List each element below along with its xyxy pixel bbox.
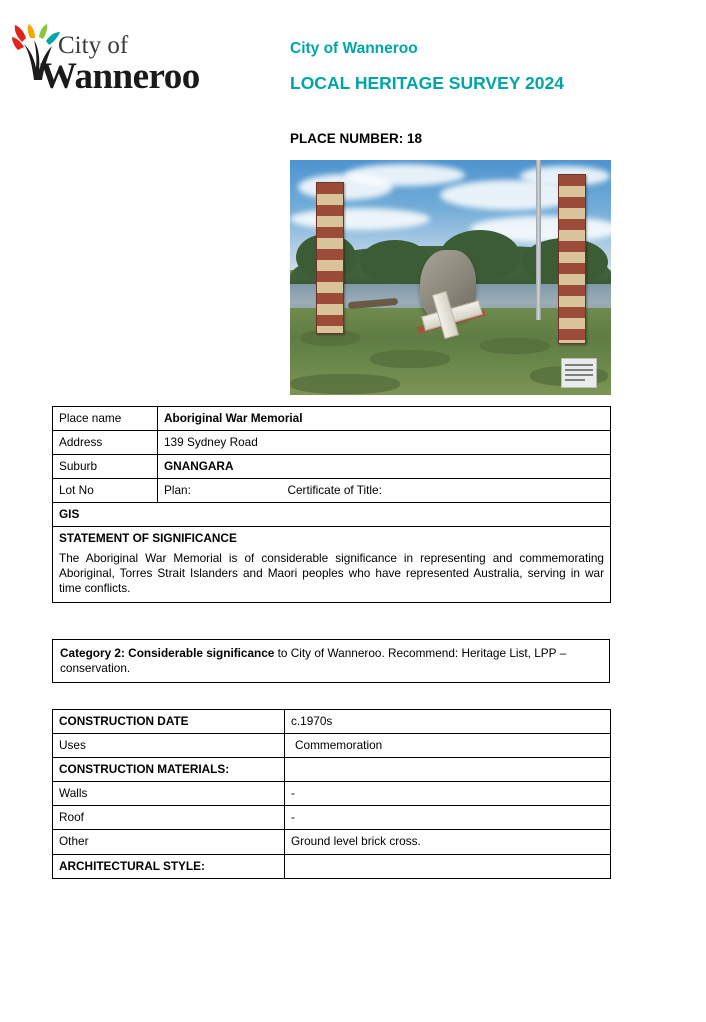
table-row bbox=[53, 455, 611, 479]
photo-cloud bbox=[345, 164, 465, 186]
lot-certificate-label: Certificate of Title: bbox=[287, 483, 382, 498]
table-row bbox=[53, 431, 611, 455]
details-label-address: Address bbox=[53, 431, 158, 455]
details-value-lot-no bbox=[158, 479, 611, 503]
table-row bbox=[53, 734, 611, 758]
category-cell bbox=[53, 640, 610, 683]
header-title-line2: LOCAL HERITAGE SURVEY 2024 bbox=[290, 73, 564, 93]
header-title-line1: City of Wanneroo bbox=[290, 40, 418, 57]
construction-label-walls: Walls bbox=[53, 782, 285, 806]
table-row bbox=[53, 758, 611, 782]
photo-brick-pillar-right bbox=[558, 174, 586, 344]
construction-value-roof: - bbox=[285, 806, 611, 830]
category-rest-text: to City of Wanneroo. Recommend: Heritage List, LPP – conservation. bbox=[60, 646, 567, 676]
statement-text: The Aboriginal War Memorial is of considerable significance in representing and commemorating Aboriginal, Torres Strait Islanders and Maori peoples who have represented Australia, serving in war time conflicts. bbox=[59, 550, 604, 595]
place-details-table bbox=[52, 406, 611, 603]
construction-label-roof: Roof bbox=[53, 806, 285, 830]
table-row bbox=[53, 806, 611, 830]
table-row bbox=[53, 503, 611, 527]
details-value-suburb: GNANGARA bbox=[158, 455, 611, 479]
statement-heading: STATEMENT OF SIGNIFICANCE bbox=[59, 531, 237, 546]
table-row bbox=[53, 830, 611, 854]
construction-details-table bbox=[52, 709, 611, 879]
table-row bbox=[53, 782, 611, 806]
construction-label-architectural-style: ARCHITECTURAL STYLE: bbox=[53, 854, 285, 878]
page-header bbox=[0, 18, 706, 108]
photo-grass-tuft bbox=[480, 338, 550, 354]
details-label-lot-no: Lot No bbox=[53, 479, 158, 503]
construction-value-uses: Commemoration bbox=[285, 734, 611, 758]
table-row bbox=[53, 527, 611, 602]
construction-label-construction-date: CONSTRUCTION DATE bbox=[53, 710, 285, 734]
statement-of-significance-cell bbox=[53, 527, 611, 602]
photo-light-pole bbox=[536, 160, 541, 320]
photo-memorial-plaque bbox=[561, 358, 597, 388]
construction-label-construction-materials: CONSTRUCTION MATERIALS: bbox=[53, 758, 285, 782]
details-label-suburb: Suburb bbox=[53, 455, 158, 479]
place-number-label: PLACE NUMBER: 18 bbox=[290, 131, 423, 146]
details-label-place-name: Place name bbox=[53, 407, 158, 431]
photo-cloud bbox=[290, 208, 430, 230]
table-row bbox=[53, 710, 611, 734]
category-recommendation-table bbox=[52, 639, 610, 683]
table-row bbox=[53, 854, 611, 878]
photo-brick-pillar-left bbox=[316, 182, 344, 334]
table-row bbox=[53, 479, 611, 503]
table-row bbox=[53, 640, 610, 683]
construction-label-uses: Uses bbox=[53, 734, 285, 758]
photo-grass-tuft bbox=[290, 374, 400, 394]
construction-value-architectural-style bbox=[285, 854, 611, 878]
lot-plan-label: Plan: bbox=[164, 483, 191, 498]
logo-text-wanneroo: Wanneroo bbox=[40, 56, 200, 97]
construction-value-other: Ground level brick cross. bbox=[285, 830, 611, 854]
photo-grass-tuft bbox=[370, 350, 450, 368]
construction-value-walls: - bbox=[285, 782, 611, 806]
details-value-place-name: Aboriginal War Memorial bbox=[158, 407, 611, 431]
city-of-wanneroo-logo bbox=[12, 22, 237, 102]
construction-value-construction-materials bbox=[285, 758, 611, 782]
place-photograph bbox=[290, 160, 611, 395]
category-bold-text: Category 2: Considerable significance bbox=[60, 646, 275, 660]
details-label-gis: GIS bbox=[53, 503, 611, 527]
construction-value-construction-date: c.1970s bbox=[285, 710, 611, 734]
construction-label-other: Other bbox=[53, 830, 285, 854]
table-row bbox=[53, 407, 611, 431]
details-value-address: 139 Sydney Road bbox=[158, 431, 611, 455]
logo-text-city: City of bbox=[58, 32, 129, 59]
